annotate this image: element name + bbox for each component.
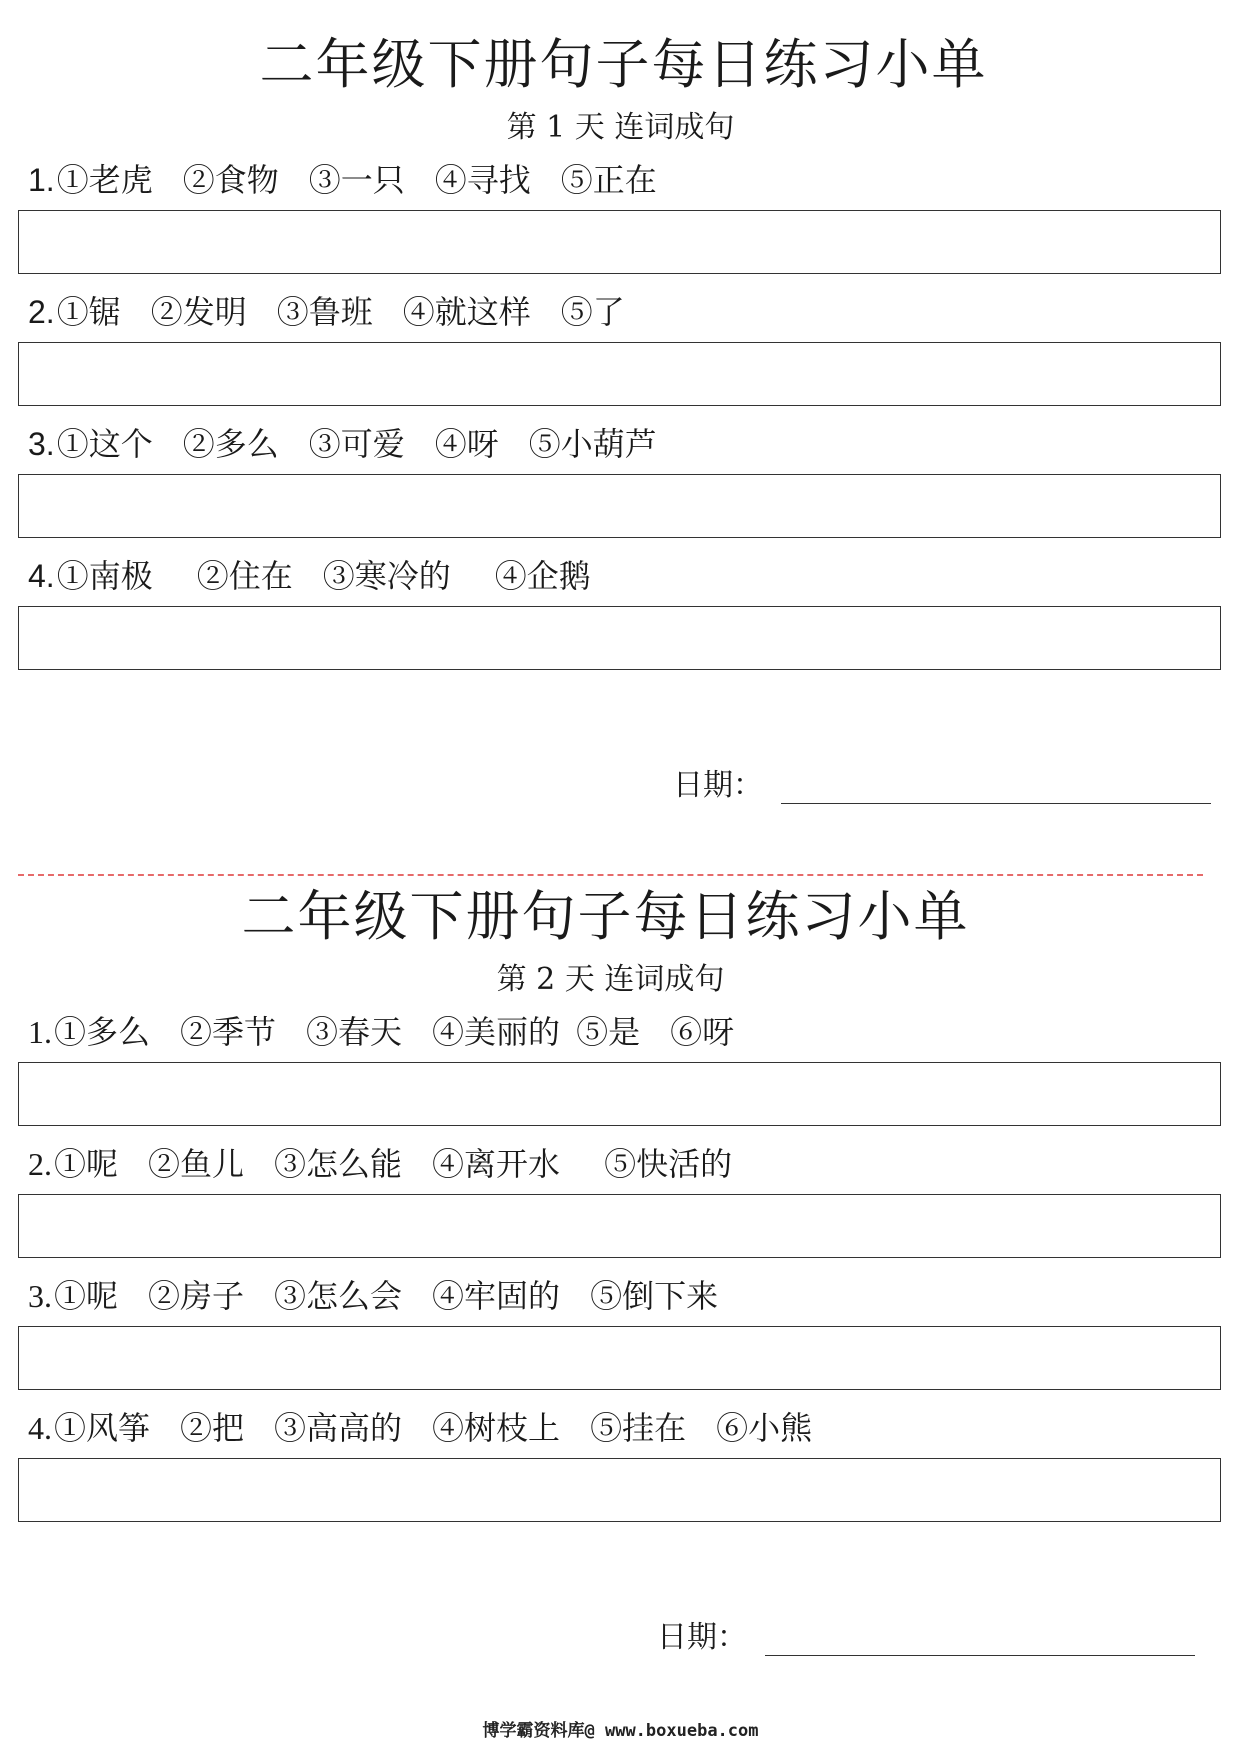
word-option: ④呀 [434, 425, 499, 463]
word-option: ④离开水 [432, 1145, 561, 1183]
question-prompt [18, 282, 1223, 342]
word-option: ①呢 [54, 1145, 119, 1183]
worksheet-subtitle: 第 2 天 连词成句 [496, 962, 725, 997]
word-option: ⑤倒下来 [590, 1277, 719, 1315]
word-option: ②鱼儿 [148, 1145, 245, 1183]
question-number: 4. [28, 558, 55, 594]
question-number: 4. [28, 1410, 52, 1446]
word-option: ④美丽的 [432, 1013, 561, 1051]
question-prompt [18, 414, 1223, 474]
question-prompt [18, 1134, 1223, 1194]
footer-watermark: 博学霸资料库@ www.boxueba.com [482, 1721, 759, 1741]
question-2 [18, 282, 1223, 406]
word-option: ③高高的 [274, 1409, 403, 1447]
question-prompt [18, 1266, 1223, 1326]
word-option: ③怎么会 [274, 1277, 403, 1315]
word-option: ②把 [180, 1409, 245, 1447]
word-option: ⑥呀 [670, 1013, 735, 1051]
date-input-line[interactable] [765, 1627, 1195, 1656]
worksheet-title: 二年级下册句子每日练习小单 [241, 885, 970, 948]
word-option: ⑤正在 [560, 161, 657, 199]
answer-box[interactable] [18, 474, 1221, 538]
word-option: ②食物 [182, 161, 279, 199]
word-option: ③可爱 [308, 425, 405, 463]
question-number: 2. [28, 1146, 52, 1182]
word-option: ①多么 [54, 1013, 151, 1051]
word-option: ①呢 [54, 1277, 119, 1315]
word-option: ⑤了 [560, 293, 625, 331]
word-option: ⑤挂在 [590, 1409, 687, 1447]
word-option: ⑤快活的 [604, 1145, 733, 1183]
word-option: ③怎么能 [274, 1145, 403, 1183]
question-1 [18, 1002, 1223, 1126]
cut-line-divider [18, 874, 1203, 876]
answer-box[interactable] [18, 210, 1221, 274]
question-2 [18, 1134, 1223, 1258]
date-label: 日期： [673, 768, 763, 803]
word-option: ④牢固的 [432, 1277, 561, 1315]
word-option: ⑤小葫芦 [528, 425, 657, 463]
word-option: ①老虎 [56, 161, 153, 199]
worksheet-day-2 [0, 882, 1241, 1655]
question-number: 1. [28, 1014, 52, 1050]
word-option: ②发明 [150, 293, 247, 331]
word-option: ④企鹅 [494, 557, 591, 595]
question-prompt [18, 150, 1223, 210]
question-4 [18, 546, 1223, 670]
answer-box[interactable] [18, 342, 1221, 406]
answer-box[interactable] [18, 1458, 1221, 1522]
question-prompt [18, 546, 1223, 606]
question-prompt [18, 1398, 1223, 1458]
question-number: 3. [28, 1278, 52, 1314]
word-option: ③一只 [308, 161, 405, 199]
date-input-line[interactable] [781, 775, 1211, 804]
word-option: ①南极 [56, 557, 153, 595]
word-option: ①这个 [56, 425, 153, 463]
question-3 [18, 414, 1223, 538]
question-prompt [18, 1002, 1223, 1062]
question-number: 1. [28, 162, 55, 198]
word-option: ④树枝上 [432, 1409, 561, 1447]
word-option: ②住在 [196, 557, 293, 595]
answer-box[interactable] [18, 606, 1221, 670]
word-option: ④寻找 [434, 161, 531, 199]
answer-box[interactable] [18, 1326, 1221, 1390]
question-number: 3. [28, 426, 55, 462]
worksheet-title: 二年级下册句子每日练习小单 [259, 33, 988, 96]
worksheet-day-1 [0, 30, 1241, 803]
word-option: ⑤是 [576, 1013, 641, 1051]
word-option: ③寒冷的 [322, 557, 451, 595]
question-4 [18, 1398, 1223, 1522]
question-1 [18, 150, 1223, 274]
word-option: ②多么 [182, 425, 279, 463]
date-label: 日期： [657, 1620, 747, 1655]
word-option: ①锯 [56, 293, 121, 331]
answer-box[interactable] [18, 1062, 1221, 1126]
word-option: ③春天 [306, 1013, 403, 1051]
word-option: ①风筝 [54, 1409, 151, 1447]
date-field [657, 1612, 1195, 1656]
word-option: ③鲁班 [276, 293, 373, 331]
answer-box[interactable] [18, 1194, 1221, 1258]
question-number: 2. [28, 294, 55, 330]
question-3 [18, 1266, 1223, 1390]
word-option: ⑥小熊 [716, 1409, 813, 1447]
word-option: ④就这样 [402, 293, 531, 331]
date-field [673, 760, 1211, 804]
worksheet-subtitle: 第 1 天 连词成句 [506, 110, 735, 145]
word-option: ②房子 [148, 1277, 245, 1315]
word-option: ②季节 [180, 1013, 277, 1051]
